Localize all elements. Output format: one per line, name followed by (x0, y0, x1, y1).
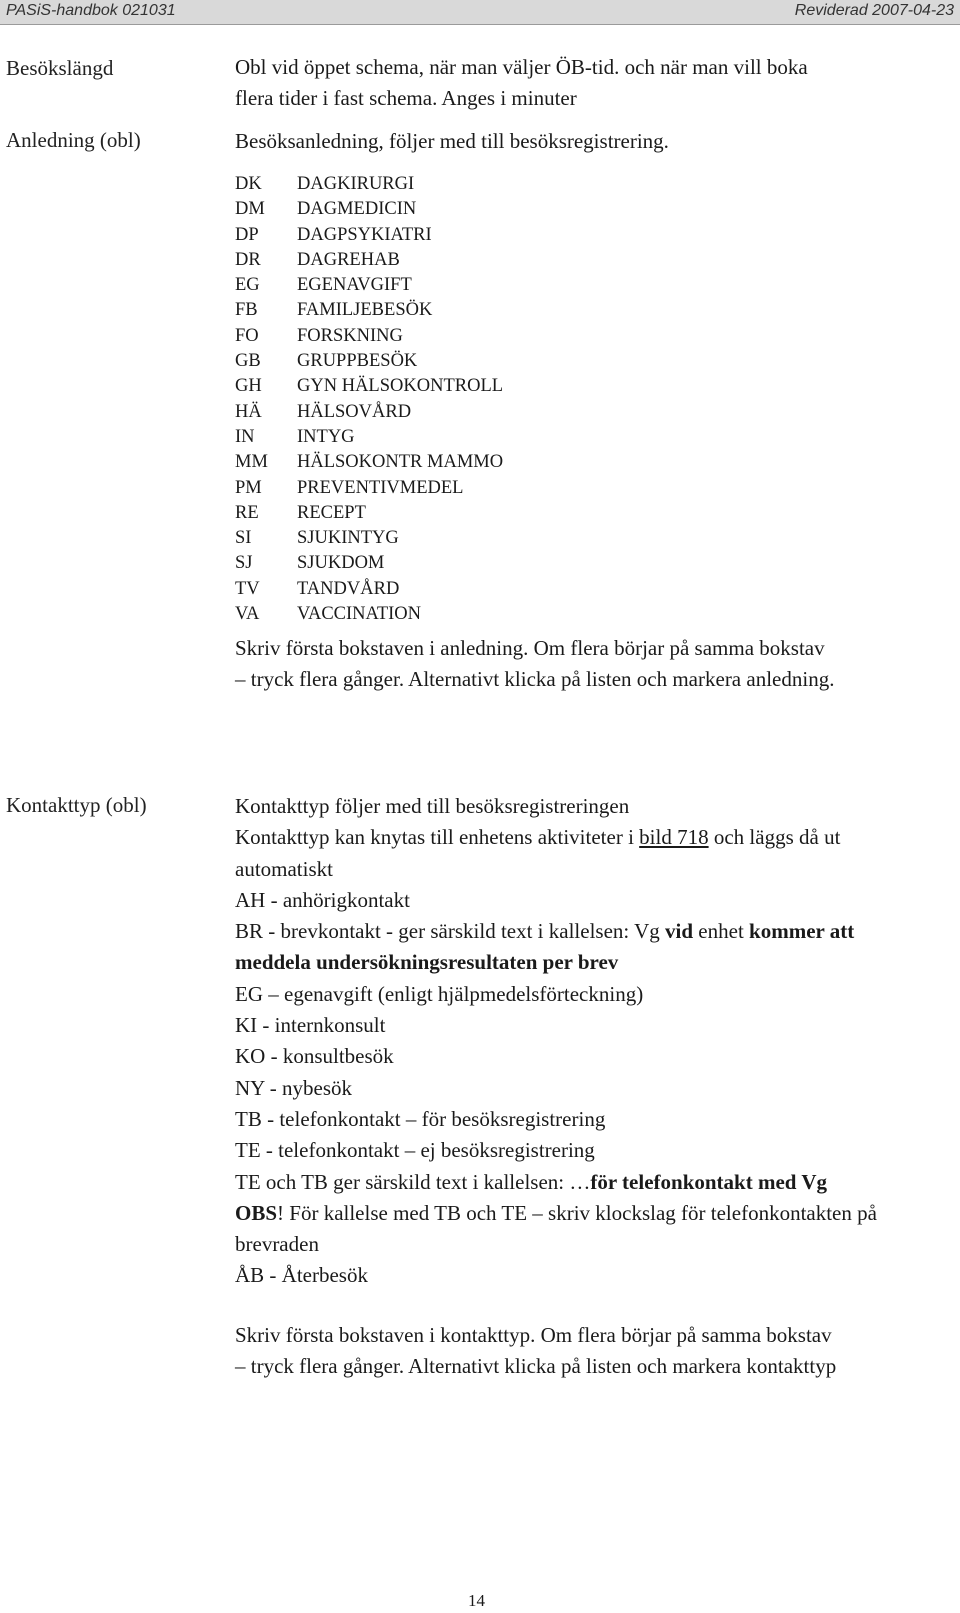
anledning-intro: Besöksanledning, följer med till besöksregistrering. (235, 129, 669, 153)
anledning-code-item (235, 298, 503, 323)
anledning-instruction: Skriv första bokstaven i anledning. Om flera börjar på samma bokstav – tryck flera gånger. Alternativt klicka på listen och markera anledning. (235, 636, 835, 691)
br-text: BR - brevkontakt - ger särskild text i kallelsen: Vg (235, 919, 666, 944)
bild-718-link[interactable]: bild 718 (639, 825, 709, 850)
page-number: 14 (468, 1591, 485, 1610)
kontakttyp-list (235, 791, 935, 1292)
anledning-code-item (235, 248, 503, 273)
kontakttyp-ny: NY - nybesök (235, 1075, 353, 1100)
anledning-code-item (235, 476, 503, 501)
anledning-code-item (235, 577, 503, 602)
br-mid: enhet (693, 919, 750, 944)
anledning-code-item (235, 172, 503, 197)
anledning-code: GH (235, 376, 262, 397)
anledning-name: HÄLSOKONTR MAMMO (297, 452, 504, 473)
anledning-name: FAMILJEBESÖK (297, 300, 433, 321)
kontakttyp-tb: TB - telefonkontakt – för besöksregistrering (235, 1106, 606, 1131)
anledning-code: DR (235, 249, 261, 270)
anledning-name: HÄLSOVÅRD (297, 401, 412, 422)
anledning-name: DAGKIRURGI (297, 174, 415, 194)
kontakttyp-obs (235, 1198, 935, 1261)
kontakttyp-te: TE - telefonkontakt – ej besöksregistrering (235, 1138, 595, 1163)
obs-bold: OBS (235, 1200, 278, 1225)
header-revision: Reviderad 2007-04-23 (794, 2, 954, 19)
anledning-name: FORSKNING (297, 325, 403, 346)
obs-text: ! För kallelse med TB och TE – skriv klockslag för telefonkontakten på brevraden (235, 1200, 877, 1257)
kontakttyp-ah: AH - anhörigkontakt (235, 887, 410, 912)
page-header (0, 0, 960, 25)
besokslangd-text: Obl vid öppet schema, när man väljer ÖB-tid. och när man vill boka flera tider i fast schema. Anges i minuter (235, 55, 808, 110)
anledning-name: GYN HÄLSOKONTROLL (297, 376, 504, 397)
anledning-code-item (235, 374, 503, 399)
anledning-code: DP (235, 224, 259, 245)
besokslangd-label: Besökslängd (6, 56, 114, 80)
anledning-name: SJUKDOM (297, 553, 385, 574)
anledning-code: FB (235, 300, 258, 321)
kontakttyp-link-pre: Kontakttyp kan knytas till enhetens aktiviteter i (235, 825, 640, 850)
kontakttyp-instruction: Skriv första bokstaven i kontakttyp. Om flera börjar på samma bokstav – tryck flera gånger. Alternativt klicka på listen och markera kontakttyp (235, 1323, 837, 1378)
anledning-code-item (235, 349, 503, 374)
anledning-name: SJUKINTYG (297, 528, 399, 549)
anledning-name: DAGREHAB (297, 249, 400, 270)
anledning-code-item (235, 602, 503, 627)
tetb-bold: för telefonkontakt med Vg (590, 1169, 828, 1194)
anledning-code: TV (235, 578, 260, 599)
br-bold-text: kommer att meddela undersökningsresultaten per brev (235, 919, 855, 975)
anledning-code: DK (235, 174, 262, 194)
anledning-code-item (235, 223, 503, 248)
anledning-name: INTYG (297, 426, 355, 447)
kontakttyp-ab: ÅB - Återbesök (235, 1263, 368, 1288)
anledning-name: PREVENTIVMEDEL (297, 477, 464, 498)
anledning-code: SI (235, 528, 252, 549)
anledning-code-item (235, 324, 503, 349)
anledning-code-item (235, 551, 503, 576)
anledning-code-item (235, 501, 503, 526)
kontakttyp-line-link (235, 822, 935, 885)
kontakttyp-ki: KI - internkonsult (235, 1013, 386, 1038)
anledning-code-item (235, 450, 503, 475)
kontakttyp-tetb (235, 1167, 935, 1198)
br-bold-vid: vid (665, 919, 694, 944)
anledning-name: DAGMEDICIN (297, 199, 417, 220)
anledning-code: VA (235, 604, 260, 625)
anledning-code: DM (235, 199, 265, 220)
anledning-name: DAGPSYKIATRI (297, 224, 432, 245)
kontakttyp-label: Kontakttyp (obl) (6, 793, 147, 817)
anledning-name: RECEPT (297, 502, 366, 523)
kontakttyp-eg: EG – egenavgift (enligt hjälpmedelsförteckning) (235, 981, 644, 1006)
anledning-code-item (235, 526, 503, 551)
anledning-name: TANDVÅRD (297, 578, 400, 599)
anledning-code: HÄ (235, 401, 262, 422)
header-title: PASiS-handbok 021031 (6, 2, 176, 19)
anledning-label: Anledning (obl) (6, 128, 141, 152)
anledning-code-item (235, 273, 503, 298)
anledning-code: RE (235, 502, 259, 523)
anledning-code-item (235, 400, 503, 425)
anledning-code-item (235, 425, 503, 450)
anledning-name: VACCINATION (297, 604, 422, 625)
anledning-code: GB (235, 351, 261, 372)
anledning-name: GRUPPBESÖK (297, 351, 418, 372)
anledning-code-item (235, 197, 503, 222)
kontakttyp-br (235, 916, 935, 979)
anledning-code: SJ (235, 553, 253, 574)
anledning-code: PM (235, 477, 262, 498)
kontakttyp-link-post: och läggs då ut automatiskt (235, 825, 841, 881)
anledning-code: IN (235, 426, 255, 447)
kontakttyp-ko: KO - konsultbesök (235, 1044, 394, 1069)
anledning-name: EGENAVGIFT (297, 275, 412, 296)
anledning-code: FO (235, 325, 259, 346)
anledning-code-list (235, 172, 503, 627)
tetb-text: TE och TB ger särskild text i kallelsen: … (235, 1169, 591, 1194)
anledning-code: MM (235, 452, 268, 473)
kontakttyp-line-intro: Kontakttyp följer med till besöksregistreringen (235, 794, 630, 818)
anledning-code: EG (235, 275, 260, 296)
